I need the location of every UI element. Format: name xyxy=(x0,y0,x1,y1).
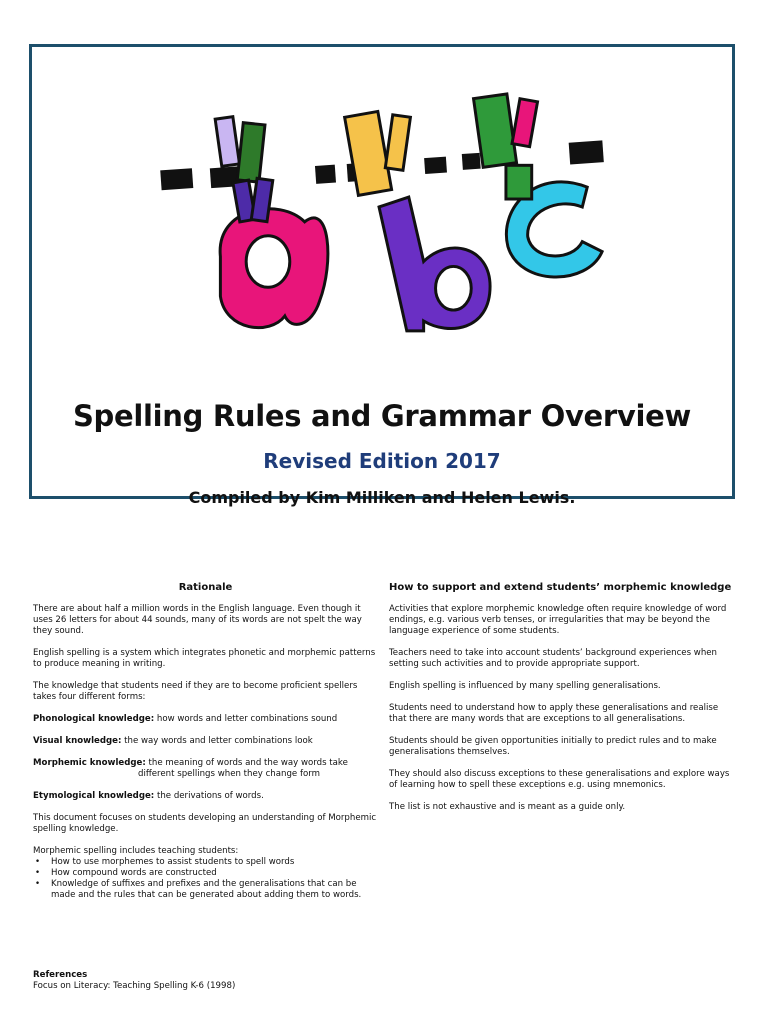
definition-term: Morphemic knowledge: xyxy=(33,758,146,768)
cover-box xyxy=(29,44,735,507)
rationale-paragraph: This document focuses on students developing an understanding of Morphemic spelling knowledge. xyxy=(33,813,377,834)
support-heading: How to support and extend students’ morphemic knowledge xyxy=(389,582,732,593)
rationale-heading: Rationale xyxy=(178,582,233,593)
rationale-paragraph: English spelling is a system which integrates phonetic and morphemic patterns to produce meaning in writing. xyxy=(33,648,376,669)
support-paragraph: The list is not exhaustive and is meant as a guide only. xyxy=(389,802,626,812)
bullet-intro: Morphemic spelling includes teaching students: xyxy=(33,846,239,856)
rationale-column xyxy=(33,582,378,901)
document-title: Spelling Rules and Grammar Overview xyxy=(72,399,692,433)
references-section xyxy=(33,970,235,992)
abc-clipart-icon xyxy=(32,47,732,357)
support-column xyxy=(389,582,737,824)
definition-term: Etymological knowledge: xyxy=(33,791,155,801)
support-paragraph: Teachers need to take into account students’ background experiences when setting such activities and to provide appropriate support. xyxy=(389,648,717,669)
references-heading: References xyxy=(33,970,88,980)
authors-line: Compiled by Kim Milliken and Helen Lewis. xyxy=(188,488,576,507)
definition-text: the derivations of words. xyxy=(154,791,264,801)
rationale-paragraph: There are about half a million words in the English language. Even though it uses 26 letters for about 44 sounds, many of its words are not spelt the way they sound. xyxy=(33,604,362,636)
definition-text-continued: different spellings when they change form xyxy=(138,769,320,779)
definition-text: the way words and letter combinations look xyxy=(121,736,313,746)
support-paragraph: English spelling is influenced by many spelling generalisations. xyxy=(389,681,661,691)
reference-item: Focus on Literacy: Teaching Spelling K-6 (1998) xyxy=(33,981,236,991)
bullet-item: • How to use morphemes to assist students to spell words xyxy=(33,857,378,868)
definition-term: Phonological knowledge: xyxy=(33,714,155,724)
definition-text: the meaning of words and the way words take xyxy=(145,758,348,768)
edition-subtitle: Revised Edition 2017 xyxy=(263,449,501,473)
support-paragraph: Activities that explore morphemic knowledge often require knowledge of word endings, e.g. various verb tenses, or irregularities that may be beyond the language experience of some students. xyxy=(389,604,727,636)
support-paragraph: Students should be given opportunities initially to predict rules and to make generalisations themselves. xyxy=(389,736,717,757)
visual-definition xyxy=(33,736,378,747)
support-paragraph: They should also discuss exceptions to these generalisations and explore ways of learning how to spell these exceptions e.g. using mnemonics. xyxy=(389,769,730,790)
bullet-item: • Knowledge of suffixes and prefixes and the generalisations that can be made and the rules that can be generated about adding them to words. xyxy=(33,879,378,901)
morphemic-definition xyxy=(33,758,378,780)
bullet-item: • How compound words are constructed xyxy=(33,868,378,879)
rationale-paragraph: The knowledge that students need if they are to become proficient spellers takes four different forms: xyxy=(33,681,358,702)
definition-text: how words and letter combinations sound xyxy=(154,714,338,724)
definition-term: Visual knowledge: xyxy=(33,736,122,746)
bullet-list xyxy=(33,857,378,901)
phonological-definition xyxy=(33,714,378,725)
etymological-definition xyxy=(33,791,378,802)
support-paragraph: Students need to understand how to apply these generalisations and realise that there are many words that are exceptions to all generalisations. xyxy=(389,703,719,724)
